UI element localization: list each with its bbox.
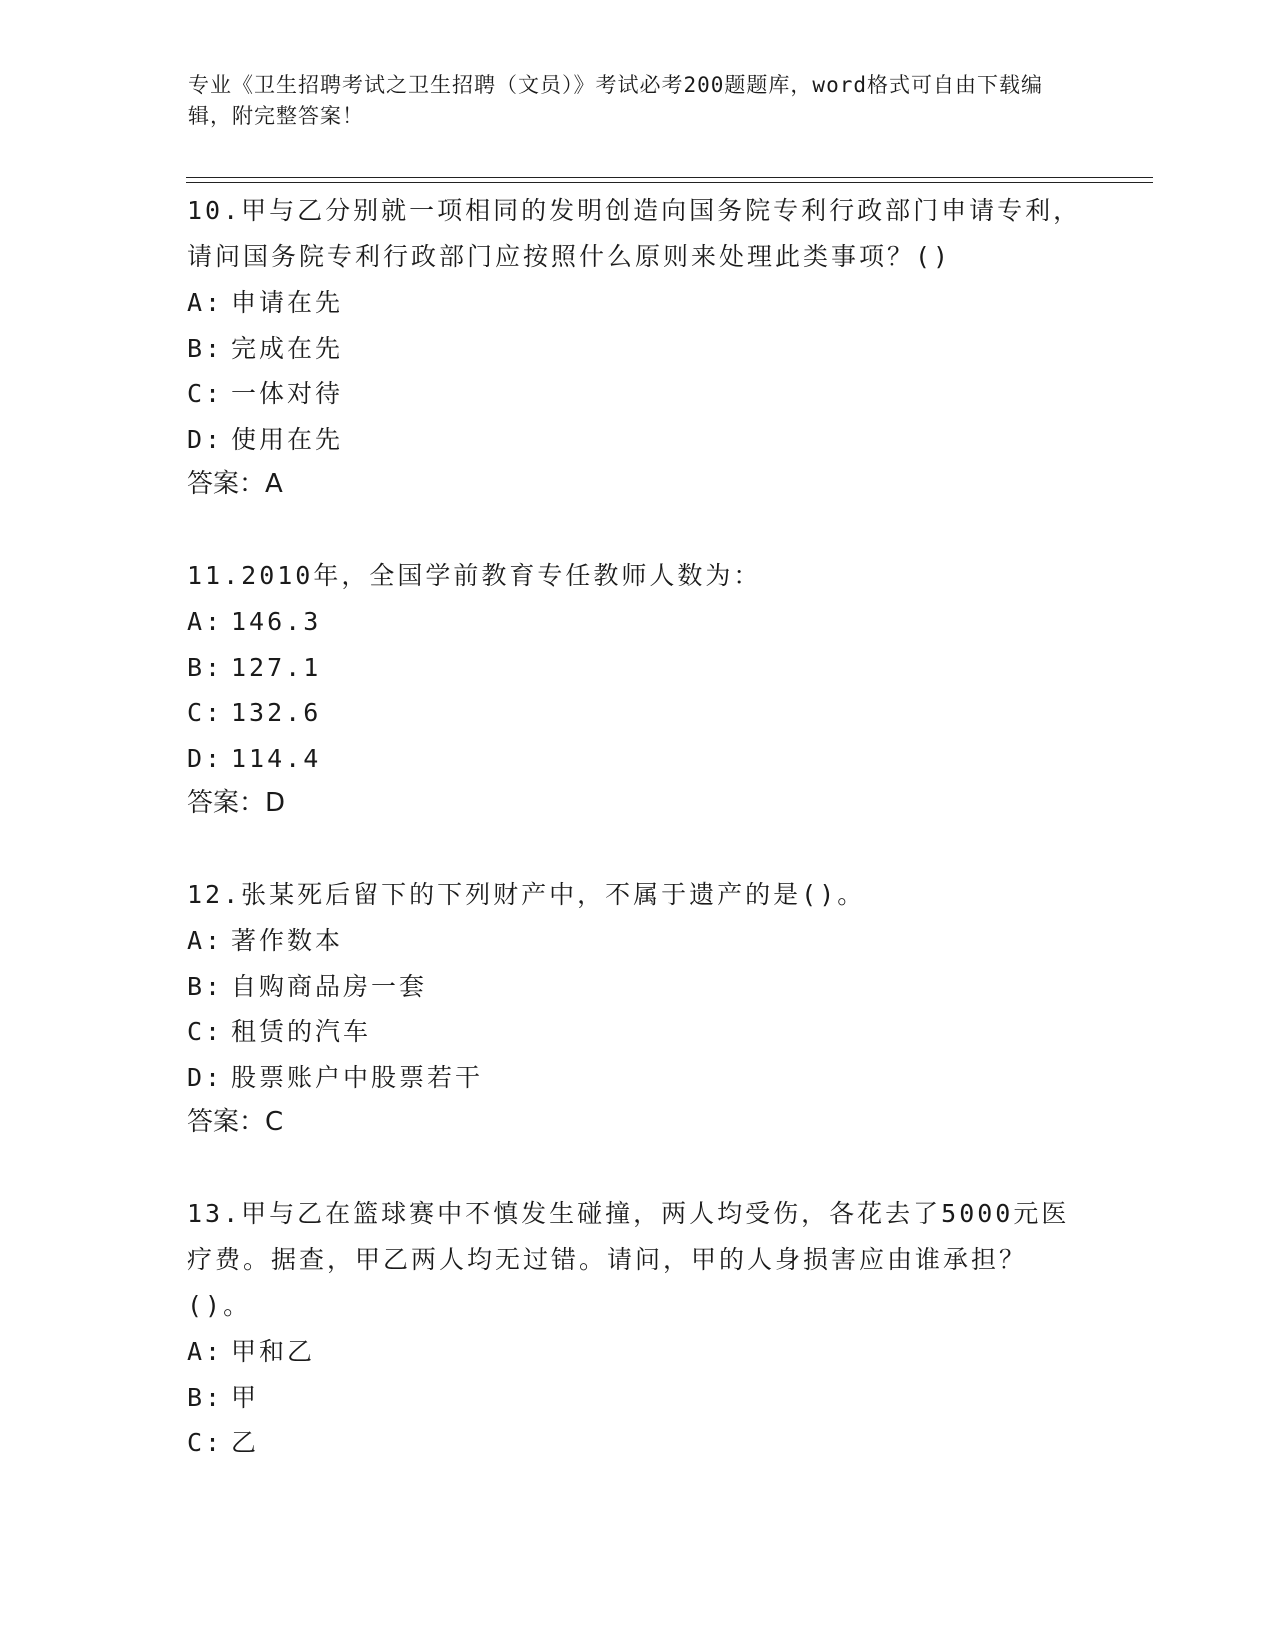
option-text: 完成在先 bbox=[231, 333, 344, 363]
option-key: C: bbox=[187, 1428, 224, 1457]
header-divider-bottom bbox=[186, 182, 1153, 183]
option-key: B: bbox=[187, 1382, 224, 1412]
option-c bbox=[187, 1009, 1087, 1055]
answer-line: 答案：A bbox=[187, 469, 283, 499]
option-text: 114.4 bbox=[231, 743, 322, 773]
option-text: 租赁的汽车 bbox=[231, 1017, 372, 1046]
option-b bbox=[187, 645, 1087, 691]
option-key: A: bbox=[187, 288, 224, 317]
option-key: D: bbox=[187, 1062, 224, 1092]
option-text: 申请在先 bbox=[231, 288, 344, 317]
option-key: A: bbox=[187, 926, 224, 955]
option-b bbox=[187, 964, 1087, 1010]
option-key: C: bbox=[187, 698, 224, 727]
option-text: 乙 bbox=[231, 1428, 260, 1457]
option-key: A: bbox=[187, 1337, 224, 1366]
option-text: 甲和乙 bbox=[231, 1337, 316, 1366]
option-c bbox=[187, 371, 1087, 417]
option-text: 使用在先 bbox=[231, 424, 344, 454]
option-c bbox=[187, 690, 1087, 736]
option-d bbox=[187, 417, 1087, 463]
question-stem: 10.甲与乙分别就一项相同的发明创造向国务院专利行政部门申请专利，请问国务院专利行政部门应按照什么原则来处理此类事项？() bbox=[187, 196, 1082, 271]
option-text: 146.3 bbox=[231, 607, 322, 636]
option-d bbox=[187, 736, 1087, 782]
option-a bbox=[187, 280, 1087, 326]
question-list bbox=[187, 188, 1087, 1512]
question-12 bbox=[187, 872, 1087, 1145]
option-key: B: bbox=[187, 333, 224, 363]
option-text: 著作数本 bbox=[231, 926, 344, 955]
question-11 bbox=[187, 553, 1087, 826]
option-key: B: bbox=[187, 971, 224, 1001]
option-b bbox=[187, 326, 1087, 372]
answer-line: 答案：D bbox=[187, 788, 286, 818]
document-header: 专业《卫生招聘考试之卫生招聘（文员）》考试必考200题题库，word格式可自由下载编辑，附完整答案！ bbox=[188, 73, 1043, 128]
option-c bbox=[187, 1420, 1087, 1466]
question-stem: 12.张某死后留下的下列财产中，不属于遗产的是()。 bbox=[187, 880, 866, 909]
option-b bbox=[187, 1375, 1087, 1421]
option-a bbox=[187, 1329, 1087, 1375]
answer-line: 答案：C bbox=[187, 1107, 284, 1137]
question-13 bbox=[187, 1191, 1087, 1466]
header-divider-top bbox=[186, 177, 1153, 178]
option-a bbox=[187, 918, 1087, 964]
option-text: 甲 bbox=[231, 1382, 260, 1412]
option-key: B: bbox=[187, 652, 224, 682]
question-stem: 13.甲与乙在篮球赛中不慎发生碰撞，两人均受伤，各花去了5000元医疗费。据查，甲乙两人均无过错。请问，甲的人身损害应由谁承担？()。 bbox=[187, 1199, 1070, 1320]
option-key: D: bbox=[187, 743, 224, 773]
question-stem: 11.2010年，全国学前教育专任教师人数为： bbox=[187, 561, 762, 590]
option-text: 自购商品房一套 bbox=[231, 971, 428, 1001]
option-text: 股票账户中股票若干 bbox=[231, 1062, 484, 1092]
option-key: A: bbox=[187, 607, 224, 636]
option-key: C: bbox=[187, 379, 224, 408]
option-a bbox=[187, 599, 1087, 645]
option-key: D: bbox=[187, 424, 224, 454]
option-text: 一体对待 bbox=[231, 379, 344, 408]
question-10 bbox=[187, 188, 1087, 507]
option-text: 132.6 bbox=[231, 698, 322, 727]
option-d bbox=[187, 1055, 1087, 1101]
option-key: C: bbox=[187, 1017, 224, 1046]
option-text: 127.1 bbox=[231, 652, 322, 682]
